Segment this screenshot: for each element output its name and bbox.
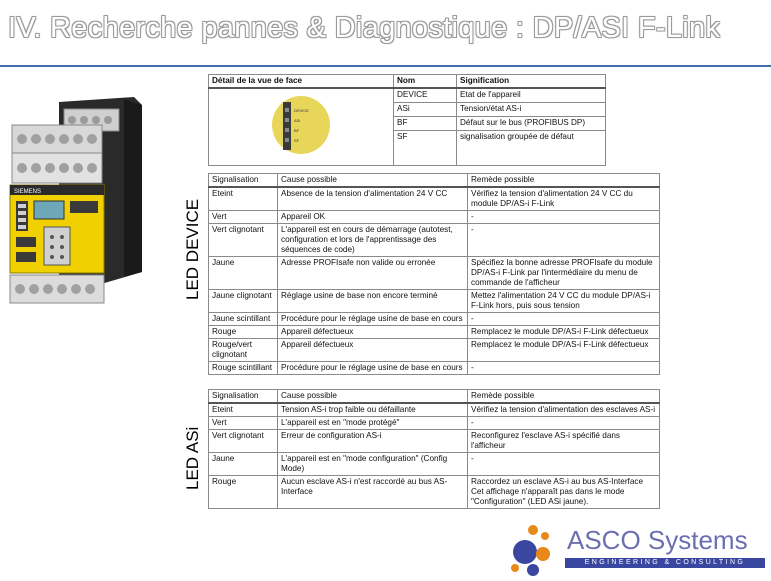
device-brand: SIEMENS (14, 189, 42, 195)
logo-tagline: ENGINEERING & CONSULTING (565, 558, 765, 568)
signal-cell: Vert (209, 417, 278, 430)
page-title: IV. Recherche pannes & Diagnostique : DP/ASI F-Link (8, 12, 721, 44)
table-row (209, 362, 660, 375)
cause-cell: Appareil OK (278, 211, 468, 224)
table-row (209, 187, 660, 211)
face-label: DEVICE (294, 108, 309, 113)
signal-cell: Rouge/vert clignotant (209, 339, 278, 362)
front-view-table (208, 74, 606, 166)
cause-cell: Procédure pour le réglage usine de base en cours (278, 313, 468, 326)
table-row (209, 326, 660, 339)
table-row (209, 257, 660, 290)
header-front-view: Détail de la vue de face (209, 75, 394, 89)
table-row (209, 290, 660, 313)
cause-cell: Procédure pour le réglage usine de base en cours (278, 362, 468, 375)
remedy-cell: Spécifiez la bonne adresse PROFIsafe du module DP/AS-i F-Link par l'intermédiaire du menu de commande de l'afficheur (468, 257, 660, 290)
signal-cell: Eteint (209, 187, 278, 211)
signal-cell: Jaune (209, 453, 278, 476)
table-row (209, 476, 660, 509)
header-signalisation: Signalisation (209, 174, 278, 188)
remedy-cell: Reconfigurez l'esclave AS-i spécifié dans l'afficheur (468, 430, 660, 453)
header-remede: Remède possible (468, 390, 660, 404)
asco-logo (503, 520, 768, 578)
header-meaning: Signification (457, 75, 606, 89)
led-name: DEVICE (394, 88, 457, 103)
front-face-image (271, 94, 331, 156)
face-label: ASi (294, 118, 301, 123)
remedy-cell: - (468, 211, 660, 224)
remedy-cell: Vérifiez la tension d'alimentation 24 V CC du module DP/AS-i F-Link (468, 187, 660, 211)
title-divider (0, 65, 771, 67)
led-name: BF (394, 117, 457, 131)
cause-cell: Appareil défectueux (278, 326, 468, 339)
header-signalisation: Signalisation (209, 390, 278, 404)
cause-cell: Appareil défectueux (278, 339, 468, 362)
signal-cell: Vert clignotant (209, 430, 278, 453)
cause-cell: L'appareil est en "mode protégé" (278, 417, 468, 430)
signal-cell: Rouge scintillant (209, 362, 278, 375)
cause-cell: L'appareil est en "mode configuration" (Config Mode) (278, 453, 468, 476)
remedy-cell: Remplacez le module DP/AS-i F-Link défectueux (468, 339, 660, 362)
table-row (209, 224, 660, 257)
led-asi-table (208, 389, 660, 509)
device-image (4, 97, 146, 312)
cause-cell: Erreur de configuration AS-i (278, 430, 468, 453)
signal-cell: Rouge (209, 476, 278, 509)
led-device-table (208, 173, 660, 375)
cause-cell: Adresse PROFIsafe non valide ou erronée (278, 257, 468, 290)
remedy-cell: Remplacez le module DP/AS-i F-Link défectueux (468, 326, 660, 339)
cause-cell: Réglage usine de base non encore terminé (278, 290, 468, 313)
logo-name: ASCO Systems (567, 525, 748, 555)
led-name: ASi (394, 103, 457, 117)
table-row (209, 453, 660, 476)
logo-spheres-icon (503, 520, 563, 578)
table-row (209, 339, 660, 362)
signal-cell: Vert (209, 211, 278, 224)
led-asi-label: LED ASi (183, 426, 202, 490)
signal-cell: Jaune (209, 257, 278, 290)
cause-cell: Tension AS-i trop faible ou défaillante (278, 403, 468, 417)
led-meaning: signalisation groupée de défaut (457, 131, 606, 166)
signal-cell: Eteint (209, 403, 278, 417)
table-row (209, 430, 660, 453)
remedy-cell: Raccordez un esclave AS-i au bus AS-Interface Cet affichage n'apparaît pas dans le mode "Configuration" (LED ASi jaune). (468, 476, 660, 509)
cause-cell: Absence de la tension d'alimentation 24 V CC (278, 187, 468, 211)
header-name: Nom (394, 75, 457, 89)
led-meaning: Etat de l'appareil (457, 88, 606, 103)
header-cause: Cause possible (278, 174, 468, 188)
remedy-cell: - (468, 417, 660, 430)
led-meaning: Défaut sur le bus (PROFIBUS DP) (457, 117, 606, 131)
remedy-cell: - (468, 362, 660, 375)
header-cause: Cause possible (278, 390, 468, 404)
header-remede: Remède possible (468, 174, 660, 188)
signal-cell: Jaune clignotant (209, 290, 278, 313)
led-meaning: Tension/état AS-i (457, 103, 606, 117)
signal-cell: Rouge (209, 326, 278, 339)
face-label: BF (294, 128, 300, 133)
table-row (209, 313, 660, 326)
table-row (209, 211, 660, 224)
led-device-label: LED DEVICE (183, 198, 202, 300)
remedy-cell: Vérifiez la tension d'alimentation des esclaves AS-i (468, 403, 660, 417)
led-name: SF (394, 131, 457, 166)
signal-cell: Vert clignotant (209, 224, 278, 257)
remedy-cell: Mettez l'alimentation 24 V CC du module DP/AS-i F-Link hors, puis sous tension (468, 290, 660, 313)
signal-cell: Jaune scintillant (209, 313, 278, 326)
cause-cell: L'appareil est en cours de démarrage (autotest, configuration et lors de l'apprentissage des séquences de code) (278, 224, 468, 257)
remedy-cell: - (468, 224, 660, 257)
cause-cell: Aucun esclave AS-i n'est raccordé au bus AS-Interface (278, 476, 468, 509)
table-row (209, 403, 660, 417)
face-label: SF (294, 138, 300, 143)
remedy-cell: - (468, 313, 660, 326)
table-row (209, 417, 660, 430)
remedy-cell: - (468, 453, 660, 476)
